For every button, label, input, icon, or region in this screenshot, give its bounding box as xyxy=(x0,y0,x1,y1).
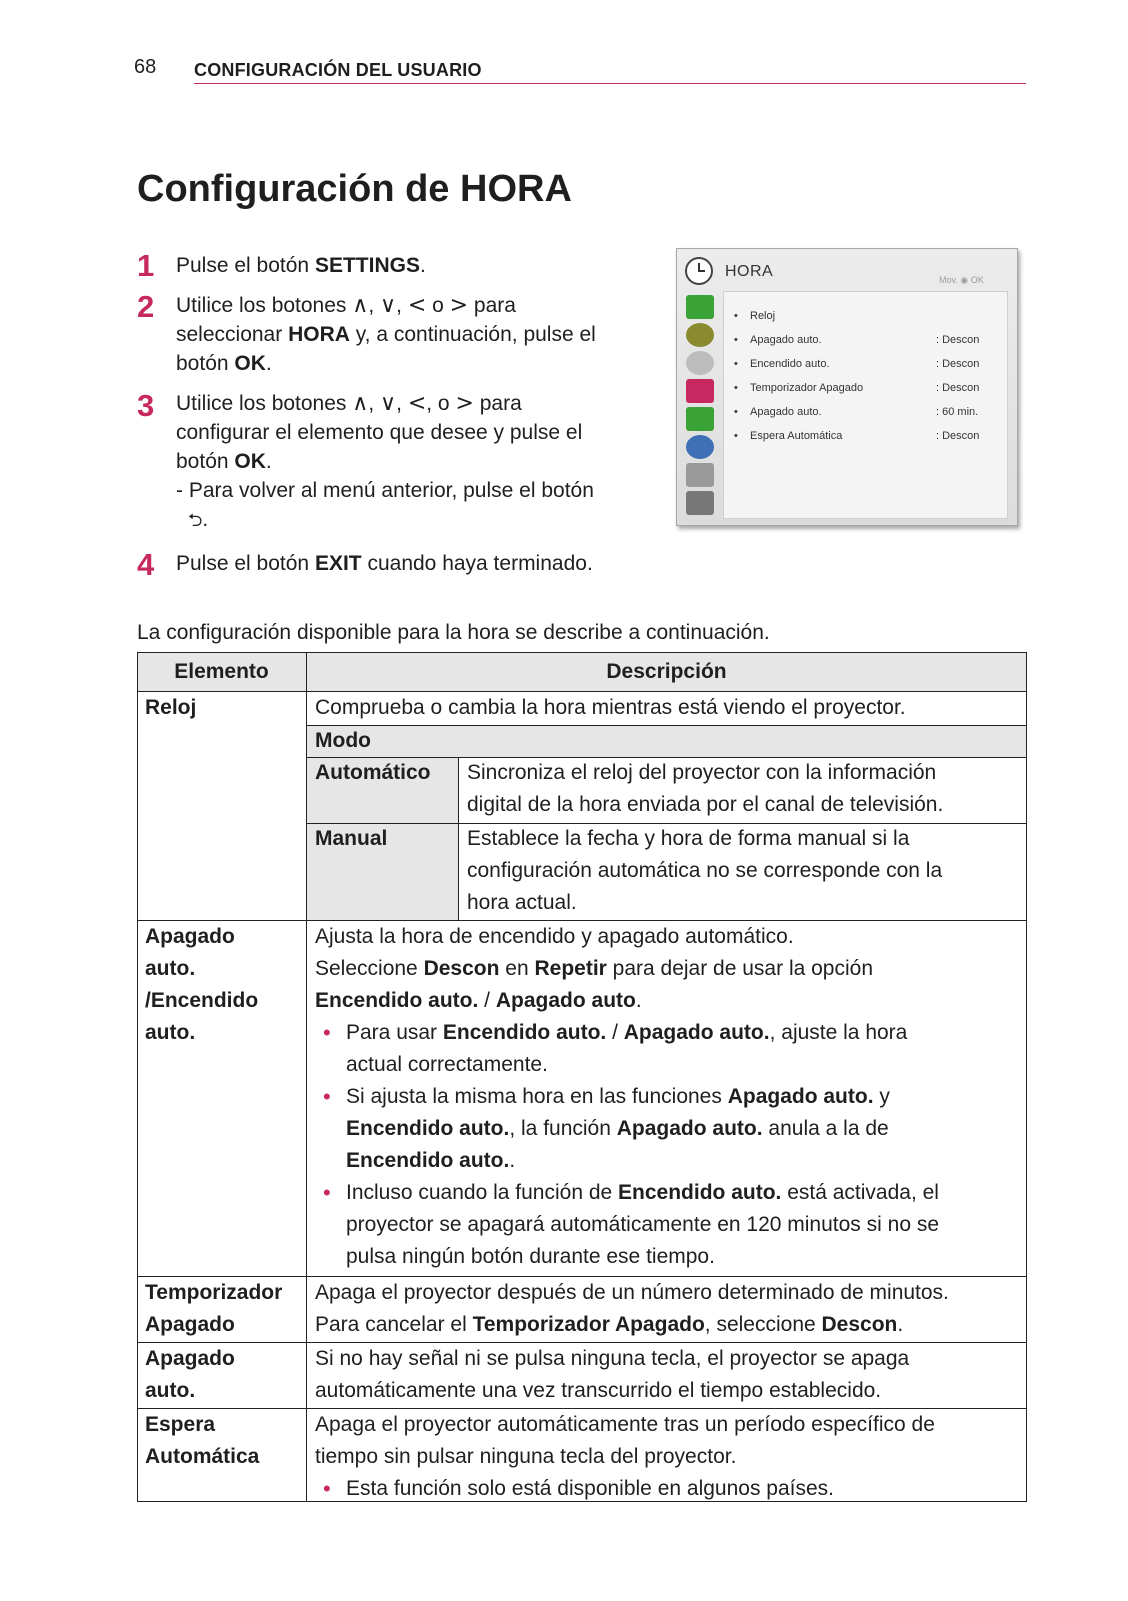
down-arrow-icon: ∨ xyxy=(380,391,397,416)
step-1-text: Pulse el botón SETTINGS. xyxy=(176,254,426,277)
option-icon xyxy=(686,463,714,487)
osd-menu-item: • Temporizador Apagado : Descon xyxy=(734,382,980,394)
row-label-temporizador: Temporizador Apagado xyxy=(145,1281,283,1336)
modo-manual-label: Manual xyxy=(315,827,388,850)
settings-table xyxy=(137,652,1027,1502)
step-3-text: Utilice los botones ∧, ∨, <, o > para configurar el elemento que desee y pulse el botón OK. - Para volver al menú anterior, pulse el botón ⮌. xyxy=(176,391,594,531)
network-icon xyxy=(686,407,714,431)
list-item: • Esta función solo está disponible en algunos países. xyxy=(315,1473,935,1505)
osd-navigation-hint: Mov. ◉ OK xyxy=(939,275,984,285)
audio-icon xyxy=(686,323,714,347)
list-item: • Incluso cuando la función de Encendido auto. está activada, el proyector se apagará automáticamente en 120 minutos si no se pulsa ningún botón durante ese tiempo. xyxy=(315,1177,1015,1273)
row-label-apagado-auto: Apagado auto. xyxy=(145,1347,235,1402)
osd-menu-item: • Espera Automática : Descon xyxy=(734,430,980,442)
row-label-espera: Espera Automática xyxy=(145,1413,260,1468)
page-number: 68 xyxy=(134,56,157,78)
step-number-4: 4 xyxy=(137,547,155,582)
hora-menu-screenshot xyxy=(676,248,1018,526)
right-arrow-icon: > xyxy=(449,293,469,318)
column-header-elemento: Elemento xyxy=(174,660,269,683)
step-number-2: 2 xyxy=(137,289,155,324)
step-number-1: 1 xyxy=(137,248,155,283)
section-title: CONFIGURACIÓN DEL USUARIO xyxy=(194,60,482,80)
modo-automatico-label: Automático xyxy=(315,761,431,784)
list-item: • Si ajusta la misma hora en las funciones Apagado auto. y Encendido auto., la función Apagado auto. anula a la de Encendido auto.. xyxy=(315,1081,1015,1177)
header-rule xyxy=(194,83,1026,84)
input-icon xyxy=(686,491,714,515)
modo-label: Modo xyxy=(315,729,371,752)
up-arrow-icon: ∧ xyxy=(352,391,369,416)
up-arrow-icon: ∧ xyxy=(352,293,369,318)
table-intro: La configuración disponible para la hora se describe a continuación. xyxy=(137,621,770,644)
osd-sidebar xyxy=(682,291,720,517)
column-header-descripcion: Descripción xyxy=(606,660,727,683)
modo-automatico-description: Sincroniza el reloj del proyector con la información digital de la hora enviada por el canal de televisión. xyxy=(467,761,944,816)
time-icon xyxy=(686,379,714,403)
reloj-description: Comprueba o cambia la hora mientras está viendo el proyector. xyxy=(315,696,906,719)
left-arrow-icon: < xyxy=(407,293,427,318)
osd-menu-item: • Encendido auto. : Descon xyxy=(734,358,980,370)
temporizador-description: Apaga el proyector después de un número determinado de minutos. Para cancelar el Temporizador Apagado, seleccione Descon. xyxy=(315,1281,949,1336)
apagado-encendido-description: Ajusta la hora de encendido y apagado automático. Seleccione Descon en Repetir para dejar de usar la opción Encendido auto. / Apagado auto. • Para usar Encendido auto. / Apagado auto., ajuste la hora actual correctamente. • Si ajusta la misma hora en las funciones Apagado auto. y Encendido auto., la función Apagado auto. anula a la de Encendido auto.. • Incluso cuando la función de Encendido auto. está activada, el proyector se apagará automáticamente en 120 minutos si no se pulsa ningún botón durante ese tiempo. xyxy=(315,921,1015,1273)
lock-icon xyxy=(686,435,714,459)
step-number-3: 3 xyxy=(137,388,155,423)
list-item: • Para usar Encendido auto. / Apagado auto., ajuste la hora actual correctamente. xyxy=(315,1017,1015,1081)
right-arrow-icon: > xyxy=(455,391,474,416)
osd-menu-item: • Reloj xyxy=(734,310,776,322)
apagado-auto-description: Si no hay señal ni se pulsa ninguna tecla, el proyector se apaga automáticamente una vez transcurrido el tiempo establecido. xyxy=(315,1347,910,1402)
left-arrow-icon: < xyxy=(407,391,427,416)
osd-menu-panel xyxy=(723,291,1008,519)
osd-menu-item: • Apagado auto. : Descon xyxy=(734,334,980,346)
picture-icon xyxy=(686,295,714,319)
espera-description: Apaga el proyector automáticamente tras un período específico de tiempo sin pulsar ninguna tecla del proyector. • Esta función solo está disponible en algunos países. xyxy=(315,1409,935,1505)
down-arrow-icon: ∨ xyxy=(380,293,397,318)
osd-menu-title: HORA xyxy=(725,263,774,280)
modo-header-bg xyxy=(306,725,1027,757)
clock-icon xyxy=(685,257,713,285)
step-4-text: Pulse el botón EXIT cuando haya terminado. xyxy=(176,552,593,575)
step-2-text: Utilice los botones ∧, ∨, < o > para seleccionar HORA y, a continuación, pulse el botón OK. xyxy=(176,293,596,375)
osd-menu-item: • Apagado auto. : 60 min. xyxy=(734,406,979,418)
row-label-apagado-encendido: Apagado auto. /Encendido auto. xyxy=(145,925,259,1044)
back-button-icon: ⮌ xyxy=(188,510,203,531)
settings-icon xyxy=(686,351,714,375)
page-title: Configuración de HORA xyxy=(137,168,572,210)
modo-manual-description: Establece la fecha y hora de forma manual si la configuración automática no se corresponde con la hora actual. xyxy=(467,827,943,914)
row-label-reloj: Reloj xyxy=(145,696,197,719)
